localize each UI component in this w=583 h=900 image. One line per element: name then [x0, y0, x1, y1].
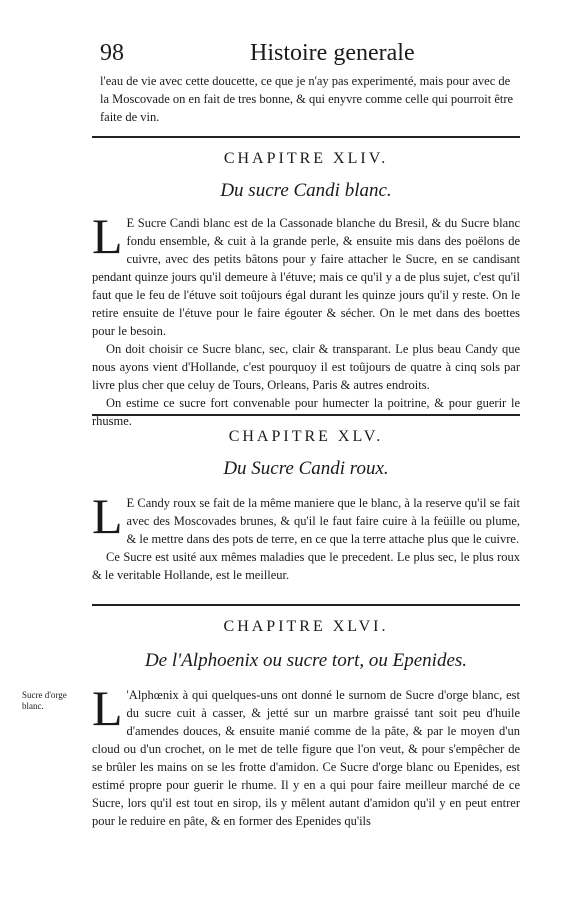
running-head — [100, 40, 520, 74]
chapter-subtitle: Du Sucre Candi roux. — [223, 458, 389, 479]
paragraph: L E Candy roux se fait de la même maniere que le blanc, à la reserve qu'il se fait avec des Moscovades brunes, & qu'il le faut faire cuire à la feüille ou plume, & le mettre dans des pots de terre, en ce que la terre attache plus que le cuivre. — [92, 488, 520, 546]
paragraph: On doit choisir ce Sucre blanc, sec, clair & transparant. Le plus beau Candy que nous ayons vient d'Hollande, c'est pourquoy il est toûjours de quatre à cinq sols par livre plus cher que celuy de Tours, Orleans, Paris & autres endroits. — [92, 342, 520, 392]
section-rule — [92, 604, 520, 606]
paragraph: L 'Alphœnix à qui quelques-uns ont donné le surnom de Sucre d'orge blanc, est du sucre cuit à casser, & jetté sur un marbre graissé tant soit peu d'huile d'amendes douces, & ensuite manié comme de la pâte, & par le moyen d'un cloud ou d'un crochet, on le met de telle figure que l'on veut, & pour s'empêcher de se brûler les mains on se les frotte d'amidon. Ce Sucre d'orge blanc ou Epenides, est estimé propre pour guerir le rhume. Il y en a qui pour faire meilleur marché de ce Sucre, lors qu'il est tout en sirop, ils y mêlent autant d'amidon qu'il y en peut entrer pour le reduire en pâte, & en former des Epenides qu'ils — [92, 680, 520, 828]
drop-cap: L — [92, 208, 123, 264]
chapter-heading: CHAPITRE XLV. — [228, 428, 384, 445]
chapter-body — [92, 680, 520, 830]
paragraph: Ce Sucre est usité aux mêmes maladies que le precedent. Le plus sec, le plus roux & le veritable Hollande, est le meilleur. — [92, 550, 520, 582]
drop-cap: L — [92, 488, 123, 544]
margin-note: Sucre d'orge blanc. — [22, 690, 67, 711]
page-number: 98 — [100, 40, 124, 66]
running-title: Histoire generale — [250, 40, 415, 66]
section-rule — [92, 136, 520, 138]
paragraph: On estime ce sucre fort convenable pour humecter la poitrine, & pour guerir le rhusme. — [92, 396, 520, 428]
chapter-heading: CHAPITRE XLVI. — [223, 618, 389, 635]
chapter-heading: CHAPITRE XLIV. — [223, 150, 389, 167]
drop-cap: L — [92, 680, 123, 736]
chapter-body — [92, 488, 520, 584]
chapter-subtitle: Du sucre Candi blanc. — [220, 180, 392, 201]
chapter-subtitle: De l'Alphoenix ou sucre tort, ou Epenides. — [144, 650, 468, 671]
paragraph: L E Sucre Candi blanc est de la Cassonade blanche du Bresil, & du Sucre blanc fondu ensemble, & cuit à la grande perle, & ensuite mis dans des poëlons de cuivre, avec des petits bâtons pour y faire attacher le Sucre, en se candisant pendant quinze jours qu'il demeure à l'étuve; mais ce qu'il y a de plus sujet, c'est qu'il faut que le feu de l'étuve soit toûjours égal durant les quinze jours qu'il y reste. On le retire ensuite de l'étuve pour le faire égouter & sécher. On le met dans des boettes pour le besoin. — [92, 208, 520, 338]
intro-paragraph: l'eau de vie avec cette doucette, ce que je n'ay pas experimenté, mais pour avec de la Moscovade on en fait de tres bonne, & qui enyvre comme celle qui pourroit être faite de vin. — [100, 74, 514, 124]
chapter-body — [92, 208, 520, 430]
section-rule — [92, 414, 520, 416]
